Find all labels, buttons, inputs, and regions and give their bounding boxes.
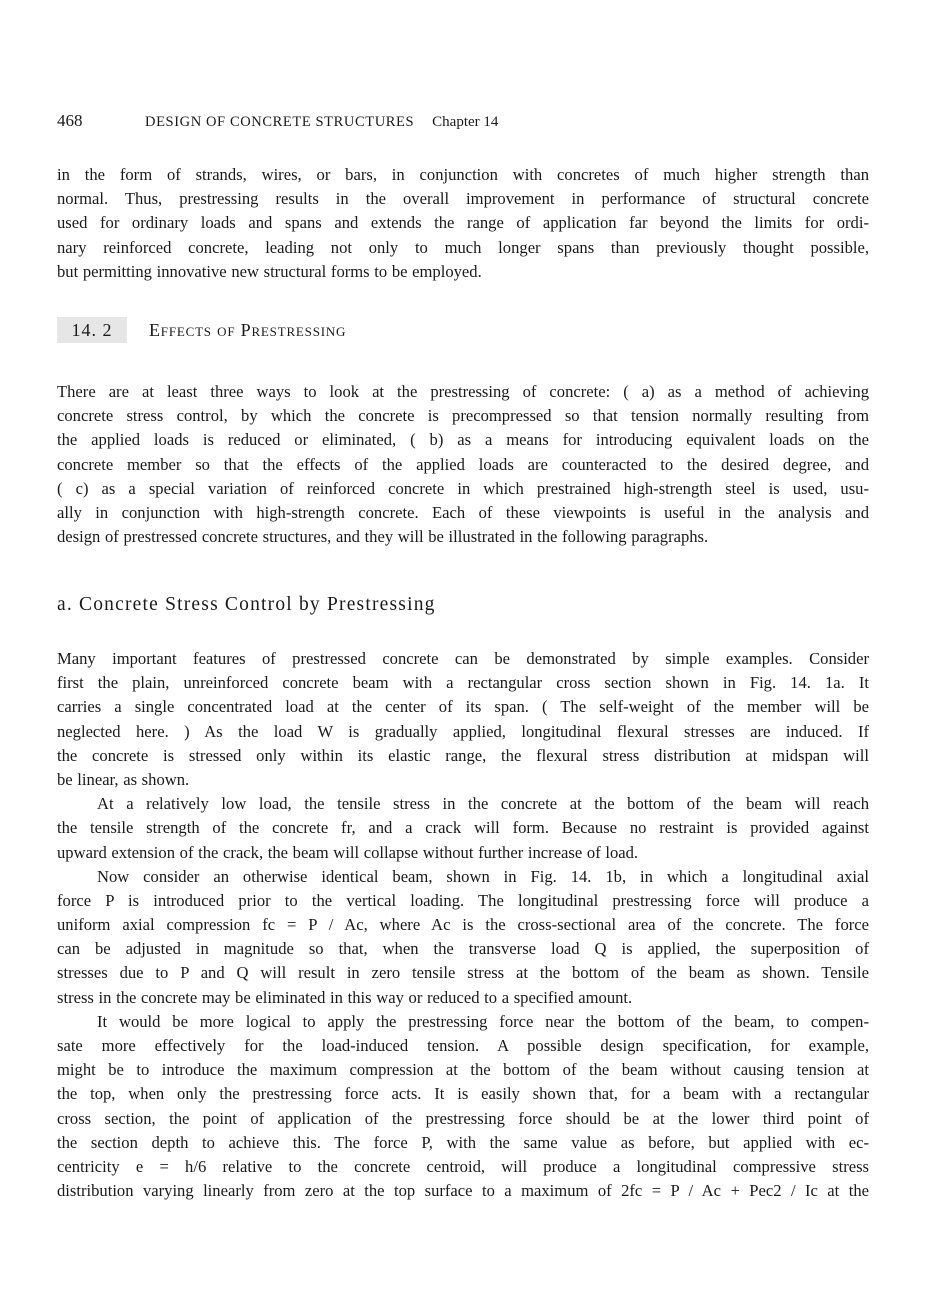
text-line: the top, when only the prestressing force acts. It is easily shown that, for a beam with a rectangular bbox=[57, 1084, 869, 1104]
subsection-heading: a. Concrete Stress Control by Prestressing bbox=[57, 594, 436, 615]
text-line: It would be more logical to apply the prestressing force near the bottom of the beam, to compen- bbox=[97, 1011, 869, 1031]
text-line: ( c) as a special variation of reinforced concrete in which prestrained high-strength steel is used, usu- bbox=[57, 478, 869, 498]
text-line: can be adjusted in magnitude so that, when the transverse load Q is applied, the superposition of bbox=[57, 939, 869, 959]
section-number: 14. 2 bbox=[57, 317, 127, 343]
text-line: Now consider an otherwise identical beam, shown in Fig. 14. 1b, in which a longitudinal axial bbox=[97, 866, 869, 886]
text-line: force P is introduced prior to the vertical loading. The longitudinal prestressing force will produce a bbox=[57, 890, 869, 910]
text-line: the tensile strength of the concrete fr, and a crack will form. Because no restraint is provided against bbox=[57, 818, 869, 838]
page-number: 468 bbox=[57, 111, 83, 130]
body-text bbox=[57, 647, 869, 1203]
text-line: the section depth to achieve this. The force P, with the same value as before, but applied with ec- bbox=[57, 1132, 869, 1152]
chapter-label: Chapter 14 bbox=[432, 114, 499, 130]
text-line: At a relatively low load, the tensile stress in the concrete at the bottom of the beam will reach bbox=[97, 794, 869, 814]
section-paragraph bbox=[57, 380, 869, 549]
text-line: normal. Thus, prestressing results in the overall improvement in performance of structural concrete bbox=[57, 189, 869, 209]
book-title: DESIGN OF CONCRETE STRUCTURES bbox=[145, 114, 415, 130]
text-line: the concrete is stressed only within its elastic range, the flexural stress distribution at midspan will bbox=[57, 745, 869, 765]
text-line: stresses due to P and Q will result in zero tensile stress at the bottom of the beam as shown. Tensile bbox=[57, 963, 869, 983]
text-line: distribution varying linearly from zero at the top surface to a maximum of 2fc = P / Ac + Pec2 / Ic at the bbox=[57, 1181, 869, 1201]
text-line: the applied loads is reduced or eliminated, ( b) as a means for introducing equivalent loads on the bbox=[57, 430, 869, 450]
text-line: might be to introduce the maximum compression at the bottom of the beam without causing tension at bbox=[57, 1060, 869, 1080]
text-line: concrete stress control, by which the concrete is precompressed so that tension normally resulting from bbox=[57, 406, 869, 426]
text-line: uniform axial compression fc = P / Ac, where Ac is the cross-sectional area of the concrete. The force bbox=[57, 915, 869, 935]
text-line: design of prestressed concrete structures, and they will be illustrated in the following paragraphs. bbox=[57, 527, 709, 547]
text-line: carries a single concentrated load at the center of its span. ( The self-weight of the member will be bbox=[57, 697, 869, 717]
text-line: There are at least three ways to look at the prestressing of concrete: ( a) as a method of achieving bbox=[57, 382, 869, 401]
intro-paragraph bbox=[57, 163, 869, 284]
text-line: upward extension of the crack, the beam will collapse without further increase of load. bbox=[57, 842, 639, 862]
text-line: be linear, as shown. bbox=[57, 769, 190, 789]
text-line: first the plain, unreinforced concrete beam with a rectangular cross section shown in Fig. 14. 1a. It bbox=[57, 673, 869, 693]
text-line: centricity e = h/6 relative to the concrete centroid, will produce a longitudinal compressive stress bbox=[57, 1156, 869, 1176]
text-line: stress in the concrete may be eliminated in this way or reduced to a specified amount. bbox=[57, 987, 633, 1007]
text-line: but permitting innovative new structural forms to be employed. bbox=[57, 261, 482, 281]
section-heading bbox=[57, 317, 346, 343]
section-title: Effects of Prestressing bbox=[149, 319, 347, 340]
text-line: sate more effectively for the load-induced tension. A possible design specification, for example, bbox=[57, 1036, 869, 1055]
text-line: ally in conjunction with high-strength concrete. Each of these viewpoints is useful in the analysis and bbox=[57, 502, 869, 522]
text-line: used for ordinary loads and spans and extends the range of application far beyond the limits for ordi- bbox=[57, 213, 869, 233]
text-line: Many important features of prestressed concrete can be demonstrated by simple examples. Consider bbox=[57, 649, 869, 668]
text-line: neglected here. ) As the load W is gradually applied, longitudinal flexural stresses are induced. If bbox=[57, 721, 869, 741]
text-line: cross section, the point of application of the prestressing force should be at the lower third point of bbox=[57, 1108, 869, 1128]
text-line: in the form of strands, wires, or bars, in conjunction with concretes of much higher strength than bbox=[57, 165, 869, 184]
text-line: concrete member so that the effects of the applied loads are counteracted to the desired degree, and bbox=[57, 454, 869, 474]
running-head bbox=[57, 111, 869, 132]
text-line: nary reinforced concrete, leading not only to much longer spans than previously thought possible, bbox=[57, 237, 869, 257]
